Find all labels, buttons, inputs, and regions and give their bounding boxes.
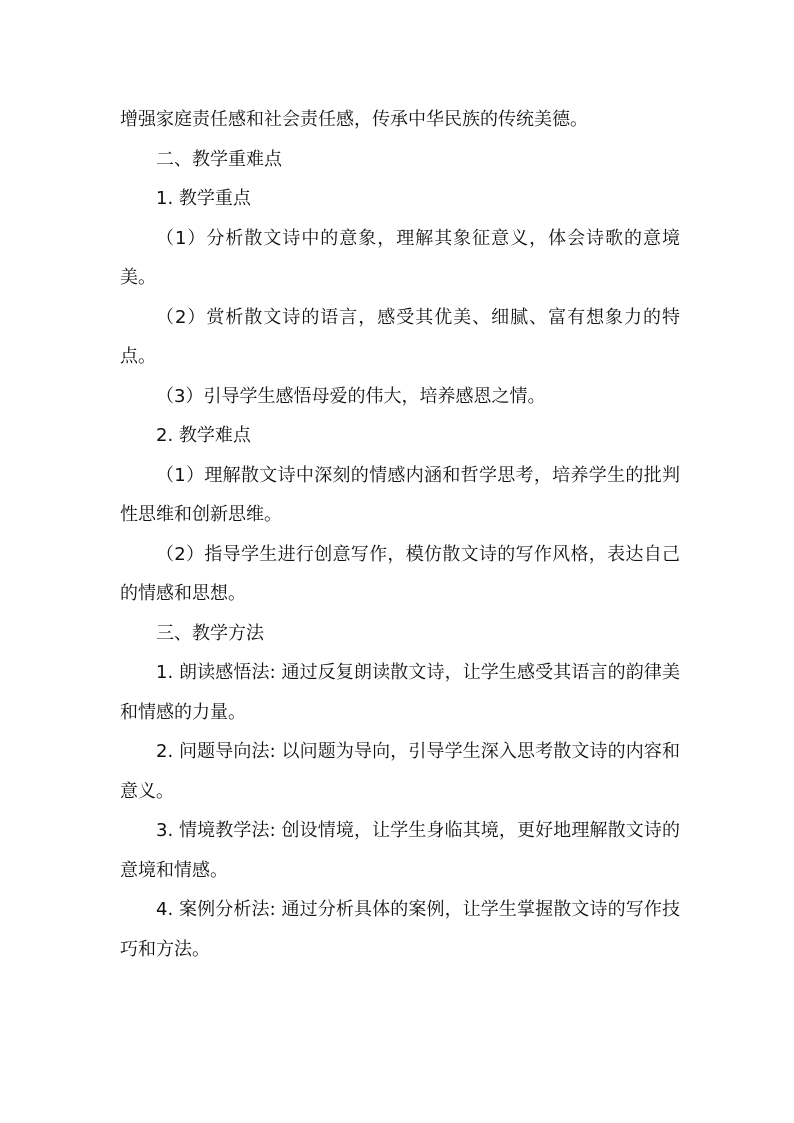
document-body [120,100,680,969]
method-1: 1. 朗读感悟法: 通过反复朗读散文诗，让学生感受其语言的韵律美和情感的力量。 [120,662,680,723]
method-3: 3. 情境教学法: 创设情境，让学生身临其境，更好地理解散文诗的意境和情感。 [120,820,680,881]
subheading-difficult-points: 2. 教学难点 [156,425,251,446]
key-point-2: （2）赏析散文诗的语言，感受其优美、细腻、富有想象力的特点。 [120,306,680,367]
key-point-3: （3）引导学生感悟母爱的伟大，培养感恩之情。 [156,385,546,407]
section-heading-difficulties: 二、教学重难点 [156,148,282,170]
difficult-point-1: （1）理解散文诗中深刻的情感内涵和哲学思考，培养学生的批判性思维和创新思维。 [120,464,680,525]
method-2: 2. 问题导向法: 以问题为导向，引导学生深入思考散文诗的内容和意义。 [120,741,680,802]
paragraph-continuation: 增强家庭责任感和社会责任感，传承中华民族的传统美德。 [120,109,588,130]
difficult-point-2: （2）指导学生进行创意写作，模仿散文诗的写作风格，表达自己的情感和思想。 [120,543,680,604]
method-4: 4. 案例分析法: 通过分析具体的案例，让学生掌握散文诗的写作技巧和方法。 [120,899,680,960]
section-heading-methods: 三、教学方法 [156,622,264,644]
key-point-1: （1）分析散文诗中的意象，理解其象征意义，体会诗歌的意境美。 [120,227,680,288]
subheading-key-points: 1. 教学重点 [156,188,251,209]
